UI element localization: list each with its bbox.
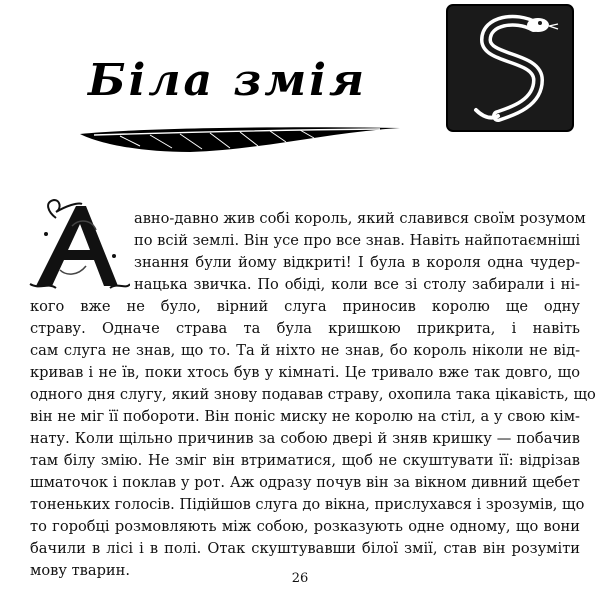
chapter-title: Біла змія	[88, 55, 367, 106]
feather-ornament-icon	[80, 120, 400, 156]
text-line: шматочок і поклав у рот. Аж одразу почув він за вікном дивний щебет	[30, 474, 580, 491]
text-line: авно-давно жив собі король, який славився своїм розумом	[134, 210, 586, 227]
text-line: кривав і не їв, поки хтось був у кімнаті. Це тривало вже так довго, що	[30, 364, 580, 381]
text-line: знання були йому відкриті! І була в короля одна чудер-	[134, 254, 580, 271]
text-line: страву. Одначе страва та була кришкою прикрита, і навіть	[30, 320, 580, 337]
text-line: нацька звичка. По обіді, коли все зі столу забирали і ні-	[134, 276, 580, 293]
page-number: 26	[291, 571, 309, 586]
text-line: одного дня слугу, який знову подавав страву, охопила така цікавість, що	[30, 386, 596, 403]
text-line: там білу змію. Не зміг він втриматися, щоб не скуштувати її: відрізав	[30, 452, 580, 469]
text-line: нату. Коли щільно причинив за собою двері й зняв кришку — побачив	[30, 430, 580, 447]
text-line: тоненьких голосів. Підійшов слуга до вікна, прислухався і зрозумів, що	[30, 496, 585, 513]
text-line: мову тварин.	[30, 562, 131, 579]
snake-icon	[446, 4, 574, 132]
text-line: по всій землі. Він усе про все знав. Навіть найпотаємніші	[134, 232, 581, 249]
text-line: він не міг її побороти. Він поніс миску не королю на стіл, а у свою кім-	[30, 408, 580, 425]
text-line: кого вже не було, вірний слуга приносив королю ще одну	[30, 298, 580, 315]
text-line: сам слуга не знав, що то. Та й ніхто не знав, бо король ніколи не від-	[30, 342, 580, 359]
story-text	[30, 208, 596, 582]
text-line: то горобці розмовляють між собою, розказують одне одному, що вони	[30, 518, 580, 535]
text-line: бачили в лісі і в полі. Отак скуштувавши білої змії, став він розуміти	[30, 540, 580, 557]
